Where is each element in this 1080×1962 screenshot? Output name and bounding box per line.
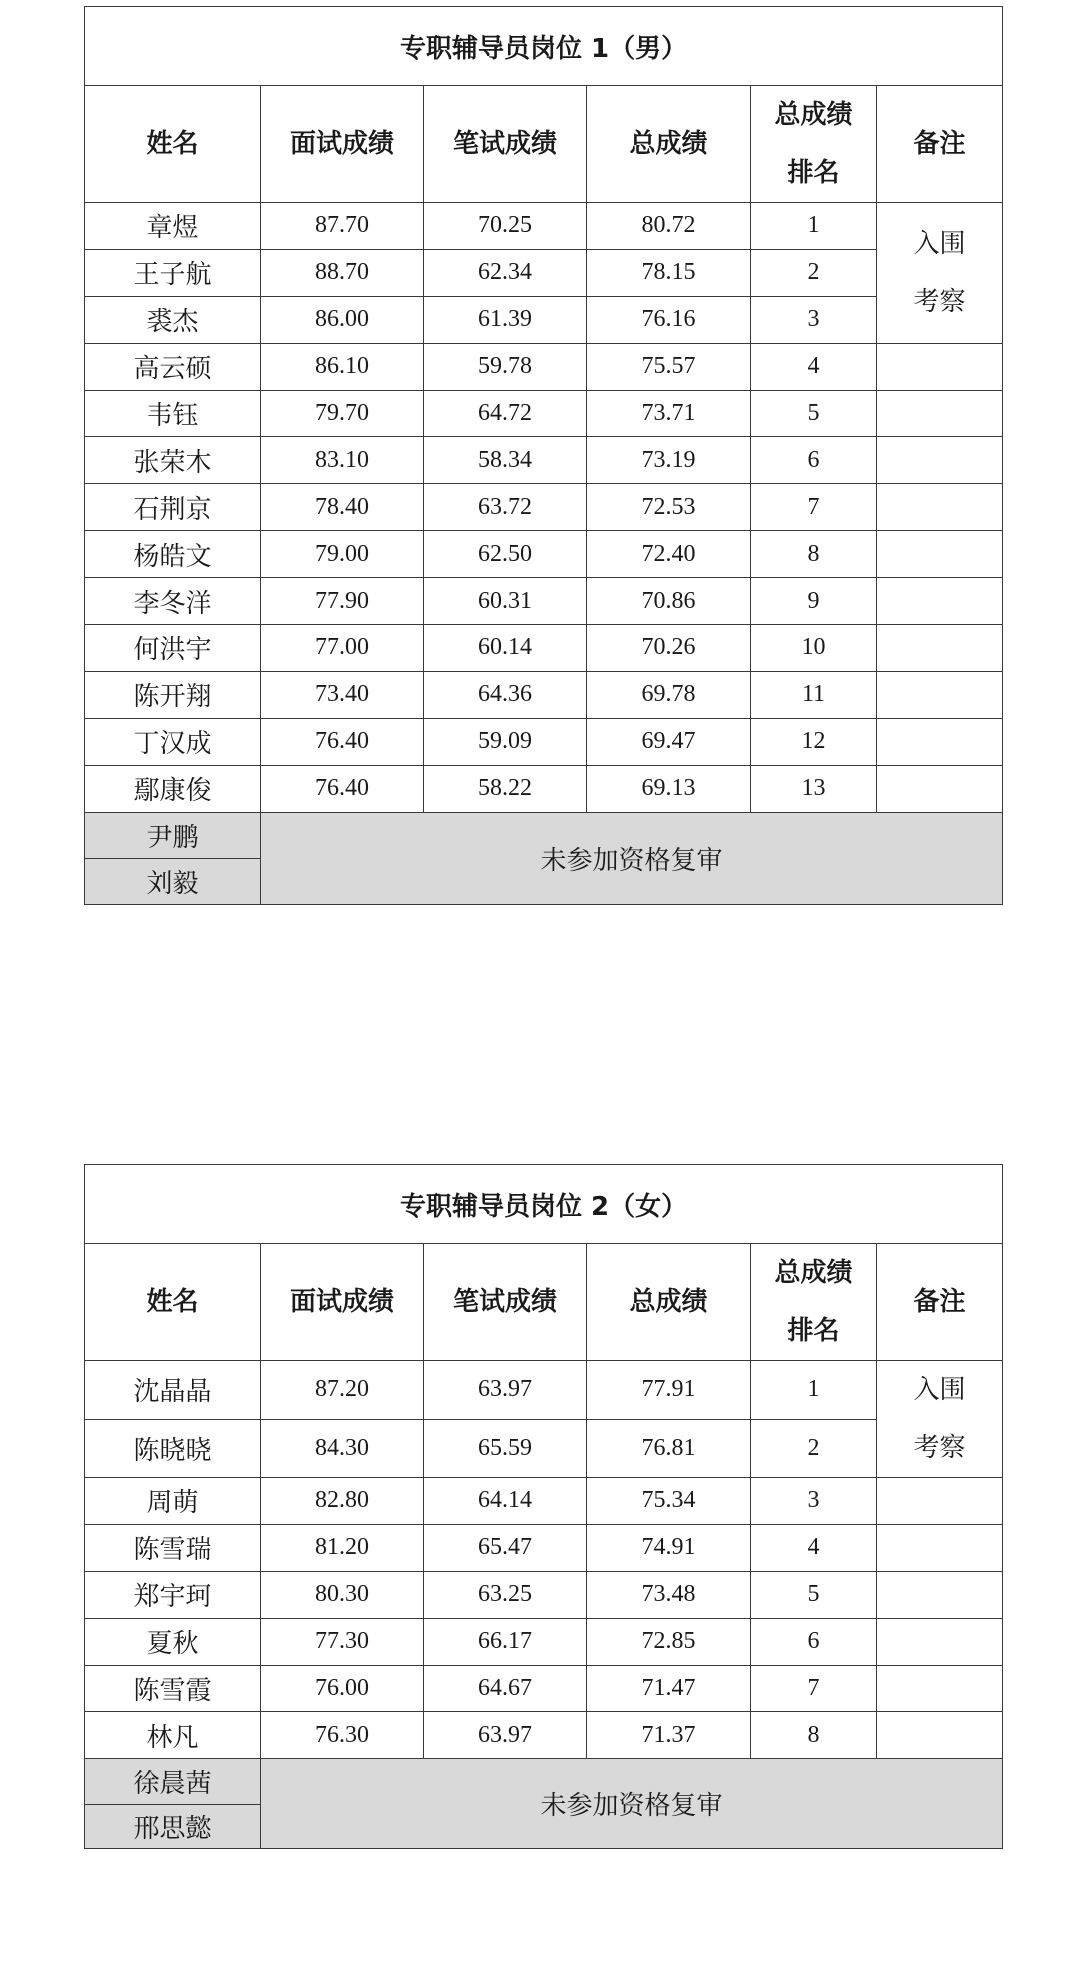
- candidate-name: 沈晶晶: [85, 1361, 261, 1420]
- total-score: 72.53: [587, 484, 751, 531]
- written-score: 61.39: [424, 296, 587, 343]
- note-empty: [877, 1618, 1003, 1665]
- note-empty: [877, 1478, 1003, 1525]
- total-score: 73.19: [587, 437, 751, 484]
- header-note: 备注: [877, 1244, 1003, 1361]
- absent-candidate-name: 尹鹏: [85, 812, 261, 858]
- written-score: 58.34: [424, 437, 587, 484]
- note-line1: 入围: [913, 1375, 966, 1405]
- rank: 10: [751, 625, 877, 672]
- total-score: 73.48: [587, 1571, 751, 1618]
- total-score: 77.91: [587, 1361, 751, 1420]
- interview-score: 79.00: [261, 531, 424, 578]
- table-row: [85, 578, 1003, 625]
- rank: 5: [751, 1571, 877, 1618]
- total-score: 69.78: [587, 671, 751, 718]
- total-score: 76.16: [587, 296, 751, 343]
- table-row: [85, 1712, 1003, 1759]
- interview-score: 87.20: [261, 1361, 424, 1420]
- interview-score: 77.00: [261, 625, 424, 672]
- table-row: [85, 203, 1003, 250]
- header-total-score: 总成绩: [587, 1244, 751, 1361]
- header-total-rank-line1: 总成绩: [774, 1258, 853, 1288]
- total-score: 80.72: [587, 203, 751, 250]
- rank: 6: [751, 437, 877, 484]
- note-line1: 入围: [913, 228, 966, 259]
- written-score: 63.97: [424, 1712, 587, 1759]
- candidate-name: 张荣木: [85, 437, 261, 484]
- note-empty: [877, 578, 1003, 625]
- header-total-score: 总成绩: [587, 86, 751, 203]
- written-score: 58.22: [424, 765, 587, 812]
- title-row: [85, 7, 1003, 86]
- interview-score: 76.00: [261, 1665, 424, 1712]
- interview-score: 77.30: [261, 1618, 424, 1665]
- header-row: [85, 86, 1003, 203]
- interview-score: 78.40: [261, 484, 424, 531]
- rank: 2: [751, 249, 877, 296]
- rank: 9: [751, 578, 877, 625]
- table-title: 专职辅导员岗位 1（男）: [85, 7, 1003, 86]
- interview-score: 83.10: [261, 437, 424, 484]
- candidate-name: 陈雪霞: [85, 1665, 261, 1712]
- candidate-name: 李冬洋: [85, 578, 261, 625]
- note-empty: [877, 1524, 1003, 1571]
- rank: 2: [751, 1419, 877, 1478]
- rank: 8: [751, 1712, 877, 1759]
- note-line2: 考察: [913, 1433, 966, 1463]
- header-total-rank-line2: 排名: [787, 158, 840, 188]
- rank: 3: [751, 1478, 877, 1525]
- total-score: 75.34: [587, 1478, 751, 1525]
- written-score: 63.97: [424, 1361, 587, 1420]
- total-score: 72.40: [587, 531, 751, 578]
- total-score: 69.13: [587, 765, 751, 812]
- note-empty: [877, 1571, 1003, 1618]
- table-row: [85, 1665, 1003, 1712]
- candidate-name: 何洪宇: [85, 625, 261, 672]
- written-score: 64.67: [424, 1665, 587, 1712]
- header-written-score: 笔试成绩: [424, 86, 587, 203]
- candidate-name: 陈晓晓: [85, 1419, 261, 1478]
- absent-candidate-name: 邢思懿: [85, 1805, 261, 1849]
- note-empty: [877, 531, 1003, 578]
- table-row: [85, 343, 1003, 390]
- rank: 8: [751, 531, 877, 578]
- interview-score: 82.80: [261, 1478, 424, 1525]
- total-score: 71.37: [587, 1712, 751, 1759]
- note-empty: [877, 718, 1003, 765]
- rank: 1: [751, 1361, 877, 1420]
- table-title: 专职辅导员岗位 2（女）: [85, 1165, 1003, 1244]
- note-empty: [877, 484, 1003, 531]
- candidate-name: 高云硕: [85, 343, 261, 390]
- interview-score: 86.10: [261, 343, 424, 390]
- table-row: [85, 625, 1003, 672]
- header-row: [85, 1244, 1003, 1361]
- header-total-rank: [751, 1244, 877, 1361]
- header-name: 姓名: [85, 86, 261, 203]
- table-row: [85, 249, 1003, 296]
- rank: 7: [751, 1665, 877, 1712]
- candidate-name: 郑宇珂: [85, 1571, 261, 1618]
- candidate-name: 陈开翔: [85, 671, 261, 718]
- interview-score: 84.30: [261, 1419, 424, 1478]
- header-name: 姓名: [85, 1244, 261, 1361]
- absent-candidate-name: 刘毅: [85, 858, 261, 904]
- header-interview-score: 面试成绩: [261, 1244, 424, 1361]
- interview-score: 73.40: [261, 671, 424, 718]
- rank: 5: [751, 390, 877, 437]
- written-score: 64.36: [424, 671, 587, 718]
- table-row: [85, 765, 1003, 812]
- written-score: 59.78: [424, 343, 587, 390]
- table-row: [85, 718, 1003, 765]
- candidate-name: 丁汉成: [85, 718, 261, 765]
- note-line2: 考察: [913, 286, 966, 317]
- written-score: 60.14: [424, 625, 587, 672]
- note-empty: [877, 437, 1003, 484]
- total-score: 75.57: [587, 343, 751, 390]
- written-score: 63.72: [424, 484, 587, 531]
- interview-score: 77.90: [261, 578, 424, 625]
- total-score: 72.85: [587, 1618, 751, 1665]
- candidate-name: 裘杰: [85, 296, 261, 343]
- candidate-name: 石荆京: [85, 484, 261, 531]
- written-score: 62.34: [424, 249, 587, 296]
- note-empty: [877, 390, 1003, 437]
- table-row: [85, 1524, 1003, 1571]
- written-score: 60.31: [424, 578, 587, 625]
- candidate-name: 章煜: [85, 203, 261, 250]
- total-score: 73.71: [587, 390, 751, 437]
- candidate-name: 周萌: [85, 1478, 261, 1525]
- note-empty: [877, 625, 1003, 672]
- written-score: 66.17: [424, 1618, 587, 1665]
- rank: 7: [751, 484, 877, 531]
- written-score: 65.47: [424, 1524, 587, 1571]
- candidate-name: 杨皓文: [85, 531, 261, 578]
- table-row: [85, 1361, 1003, 1420]
- header-total-rank: [751, 86, 877, 203]
- written-score: 63.25: [424, 1571, 587, 1618]
- rank: 1: [751, 203, 877, 250]
- rank: 6: [751, 1618, 877, 1665]
- total-score: 69.47: [587, 718, 751, 765]
- rank: 13: [751, 765, 877, 812]
- interview-score: 87.70: [261, 203, 424, 250]
- title-row: [85, 1165, 1003, 1244]
- absent-note: 未参加资格复审: [261, 1759, 1003, 1849]
- header-note: 备注: [877, 86, 1003, 203]
- interview-score: 79.70: [261, 390, 424, 437]
- total-score: 70.86: [587, 578, 751, 625]
- note-shortlisted: [877, 1361, 1003, 1478]
- total-score: 71.47: [587, 1665, 751, 1712]
- score-table-post-1: [84, 6, 1003, 905]
- candidate-name: 陈雪瑞: [85, 1524, 261, 1571]
- total-score: 78.15: [587, 249, 751, 296]
- written-score: 64.72: [424, 390, 587, 437]
- written-score: 65.59: [424, 1419, 587, 1478]
- rank: 11: [751, 671, 877, 718]
- interview-score: 80.30: [261, 1571, 424, 1618]
- written-score: 64.14: [424, 1478, 587, 1525]
- written-score: 62.50: [424, 531, 587, 578]
- interview-score: 76.40: [261, 765, 424, 812]
- candidate-name: 王子航: [85, 249, 261, 296]
- score-table-post-2: [84, 1164, 1003, 1849]
- interview-score: 81.20: [261, 1524, 424, 1571]
- table-row: [85, 390, 1003, 437]
- table-row: [85, 437, 1003, 484]
- absent-row: [85, 1759, 1003, 1805]
- candidate-name: 鄢康俊: [85, 765, 261, 812]
- interview-score: 86.00: [261, 296, 424, 343]
- table-row: [85, 671, 1003, 718]
- candidate-name: 夏秋: [85, 1618, 261, 1665]
- header-total-rank-line2: 排名: [787, 1316, 840, 1346]
- note-empty: [877, 671, 1003, 718]
- table-row: [85, 1478, 1003, 1525]
- rank: 12: [751, 718, 877, 765]
- rank: 4: [751, 343, 877, 390]
- table-row: [85, 1419, 1003, 1478]
- table-row: [85, 1618, 1003, 1665]
- note-empty: [877, 1665, 1003, 1712]
- written-score: 70.25: [424, 203, 587, 250]
- total-score: 70.26: [587, 625, 751, 672]
- note-empty: [877, 1712, 1003, 1759]
- written-score: 59.09: [424, 718, 587, 765]
- table-row: [85, 531, 1003, 578]
- total-score: 76.81: [587, 1419, 751, 1478]
- table-row: [85, 1571, 1003, 1618]
- total-score: 74.91: [587, 1524, 751, 1571]
- candidate-name: 林凡: [85, 1712, 261, 1759]
- header-interview-score: 面试成绩: [261, 86, 424, 203]
- table-row: [85, 484, 1003, 531]
- rank: 3: [751, 296, 877, 343]
- interview-score: 76.30: [261, 1712, 424, 1759]
- candidate-name: 韦钰: [85, 390, 261, 437]
- interview-score: 76.40: [261, 718, 424, 765]
- header-total-rank-line1: 总成绩: [774, 100, 853, 130]
- table-row: [85, 296, 1003, 343]
- absent-note: 未参加资格复审: [261, 812, 1003, 904]
- note-empty: [877, 343, 1003, 390]
- absent-row: [85, 812, 1003, 858]
- interview-score: 88.70: [261, 249, 424, 296]
- note-shortlisted: [877, 203, 1003, 344]
- rank: 4: [751, 1524, 877, 1571]
- note-empty: [877, 765, 1003, 812]
- absent-candidate-name: 徐晨茜: [85, 1759, 261, 1805]
- header-written-score: 笔试成绩: [424, 1244, 587, 1361]
